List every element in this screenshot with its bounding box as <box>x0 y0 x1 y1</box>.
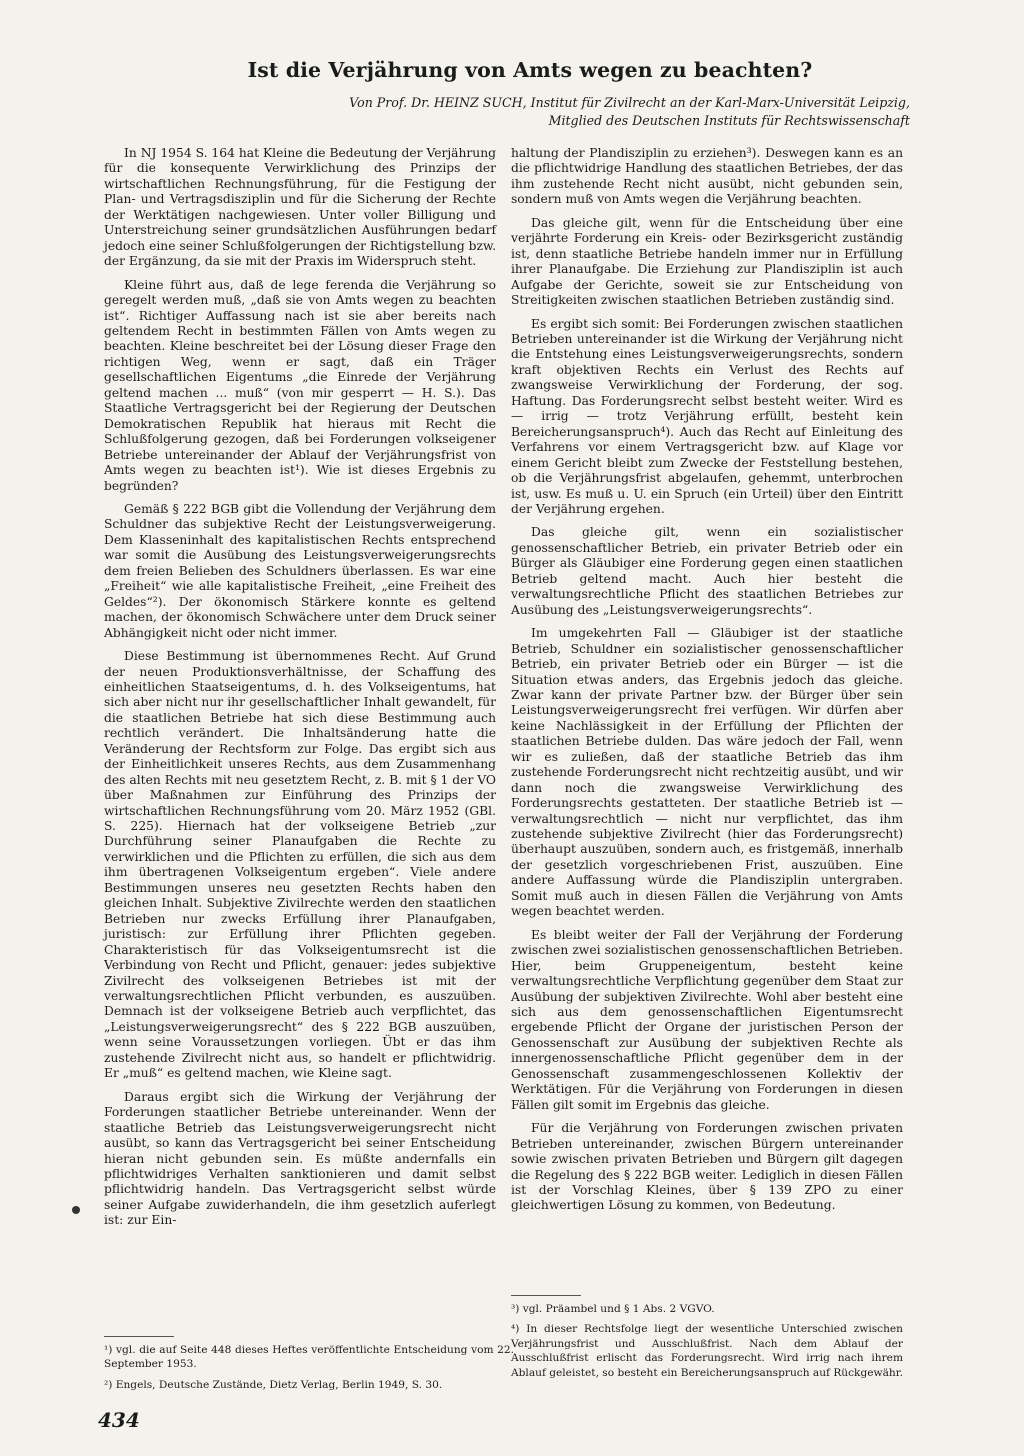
footnote: ⁴) In dieser Rechtsfolge liegt der wesentliche Unterschied zwischen Verjährungsfrist und Ausschlußfrist. Nach dem Ablauf der Ausschlußfrist erlischt das Forderungsrecht. Wird irrig nach ihrem Ablauf geleistet, so besteht ein Bereicherungsanspruch auf Rückgewähr. <box>511 1323 903 1379</box>
paragraph: Das gleiche gilt, wenn für die Entscheidung über eine verjährte Forderung ein Kreis- oder Bezirksgericht zuständig ist, denn staatliche Betriebe handeln immer nur in Erfüllung ihrer Planaufgabe. Die Erziehung zur Plandisziplin ist auch Aufgabe der Gerichte, soweit sie zur Entscheidung von Streitigkeiten zwischen staatlichen Betrieben zuständig sind. <box>511 215 903 308</box>
right-column <box>511 146 903 1222</box>
footnote-divider <box>104 1336 174 1337</box>
paragraph: Für die Verjährung von Forderungen zwischen privaten Betrieben untereinander, zwischen Bürgern untereinander sowie zwischen privaten Betrieben und Bürgern gilt dagegen die Regelung des § 222 BGB weiter. Lediglich in diesen Fällen ist der Vorschlag Kleines, über § 139 ZPO zu einer gleichwertigen Lösung zu kommen, von Bedeutung. <box>511 1121 903 1213</box>
footnote-divider <box>511 1295 581 1296</box>
article-title: Ist die Verjährung von Amts wegen zu beachten? <box>247 58 813 82</box>
byline-line-2: Mitglied des Deutschen Instituts für Rechtswissenschaft <box>548 113 910 128</box>
article-byline <box>150 94 910 130</box>
margin-bullet-icon <box>72 1206 80 1214</box>
left-column <box>104 146 496 1237</box>
paragraph: In NJ 1954 S. 164 hat Kleine die Bedeutung der Verjährung für die konsequente Verwirklichung des Prinzips der wirtschaftlichen Rechnungsführung, für die Festigung der Plan- und Vertragsdisziplin und für die Sicherung der Rechte der Werktätigen nachgewiesen. Unter voller Billigung und Unterstreichung seiner grundsätzlichen Ausführungen bedarf jedoch eine seiner Schlußfolgerungen der Richtigstellung bzw. der Ergänzung, da sie mit der Praxis im Widerspruch steht. <box>104 146 496 269</box>
paragraph: haltung der Plandisziplin zu erziehen³). Deswegen kann es an die pflichtwidrige Handlung des staatlichen Betriebes, der das ihm zustehende Recht nicht ausübt, nicht gebunden sein, sondern muß von Amts wegen die Verjährung beachten. <box>511 146 903 207</box>
paragraph: Im umgekehrten Fall — Gläubiger ist der staatliche Betrieb, Schuldner ein sozialistischer genossenschaftlicher Betrieb, ein privater Betrieb oder ein Bürger — ist die Situation etwas anders, das Ergebnis jedoch das gleiche. Zwar kann der private Partner bzw. der Bürger über sein Leistungsverweigerungsrecht frei verfügen. Wir dürfen aber keine Nachlässigkeit in der Erfüllung der Pflichten der staatlichen Betriebe dulden. Das wäre jedoch der Fall, wenn wir es zuließen, daß der staatliche Betrieb das ihm zustehende Forderungsrecht nicht rechtzeitig ausübt, und wir dann noch die zwangsweise Verwirklichung des Forderungsrechts gestatteten. Der staatliche Betrieb ist — verwaltungsrechtlich — nicht nur verpflichtet, das ihm zustehende subjektive Zivilrecht (hier das Forderungsrecht) überhaupt auszuüben, sondern auch, es fristgemäß, innerhalb der gesetzlich vorgeschriebenen Frist, auszuüben. Eine andere Auffassung würde die Plandisziplin untergraben. Somit muß auch in diesen Fällen die Verjährung von Amts wegen beachtet werden. <box>511 626 903 919</box>
paragraph: Gemäß § 222 BGB gibt die Vollendung der Verjährung dem Schuldner das subjektive Recht der Leistungsverweigerung. Dem Klasseninhalt des kapitalistischen Rechts entsprechend war somit die Ausübung des Leistungsverweigerungsrechts dem freien Belieben des Schuldners überlassen. Es war eine „Freiheit“ wie alle kapitalistische Freiheit, „eine Freiheit des Geldes“²). Der ökonomisch Stärkere konnte es geltend machen, der ökonomisch Schwächere unter dem Druck seiner Abhängigkeit nicht oder nicht immer. <box>104 501 496 640</box>
footnote: ¹) vgl. die auf Seite 448 dieses Heftes veröffentlichte Entscheidung vom 22. September 1953. <box>104 1344 514 1371</box>
paragraph: Kleine führt aus, daß de lege ferenda die Verjährung so geregelt werden muß, „daß sie von Amts wegen zu beachten ist“. Richtiger Auffassung nach ist sie aber bereits nach geltendem Recht in bestimmten Fällen von Amts wegen zu beachten. Kleine beschreitet bei der Lösung dieser Frage den richtigen Weg, wenn er sagt, daß ein Träger gesellschaftlichen Eigentums „die Einrede der Verjährung geltend machen ... muß“ (von mir gesperrt — H. S.). Das Staatliche Vertragsgericht bei der Regierung der Deutschen Demokratischen Republik hat hieraus mit Recht die Schlußfolgerung gezogen, daß bei Forderungen volkseigener Betriebe untereinander der Ablauf der Verjährungsfrist von Amts wegen zu beachten ist¹). Wie ist dieses Ergebnis zu begründen? <box>104 277 496 493</box>
byline-line-1: Von Prof. Dr. HEINZ SUCH, Institut für Zivilrecht an der Karl-Marx-Universität Leipzig, <box>349 95 910 110</box>
page-number: 434 <box>98 1408 140 1432</box>
paragraph: Das gleiche gilt, wenn ein sozialistischer genossenschaftlicher Betrieb, ein privater Betrieb oder ein Bürger als Gläubiger eine Forderung gegen einen staatlichen Betrieb geltend macht. Auch hier besteht die verwaltungsrechtliche Pflicht des staatlichen Betriebes zur Ausübung des „Leistungsverweigerungsrechts“. <box>511 525 903 617</box>
paragraph: Diese Bestimmung ist übernommenes Recht. Auf Grund der neuen Produktionsverhältnisse, der Schaffung des einheitlichen Staatseigentums, d. h. des Volkseigentums, hat sich aber nicht nur ihr gesellschaftlicher Inhalt gewandelt, für die staatlichen Betriebe hat sich diese Bestimmung auch rechtlich verändert. Die Inhaltsänderung hatte die Veränderung der Rechtsform zur Folge. Das ergibt sich aus der Einheitlichkeit unseres Rechts, aus dem Zusammenhang des alten Rechts mit neu gesetztem Recht, z. B. mit § 1 der VO über Maßnahmen zur Einführung des Prinzips der wirtschaftlichen Rechnungsführung vom 20. März 1952 (GBl. S. 225). Hiernach hat der volkseigene Betrieb „zur Durchführung seiner Planaufgaben die Rechte zu verwirklichen und die Pflichten zu erfüllen, die sich aus dem ihm übertragenen Volkseigentum ergeben“. Viele andere Bestimmungen unseres neu gesetzten Rechts haben den gleichen Inhalt. Subjektive Zivilrechte werden den staatlichen Betrieben nur zwecks Erfüllung ihrer Planaufgaben, juristisch: zur Erfüllung ihrer Pflichten gegeben. Charakteristisch für das Volkseigentumsrecht ist die Verbindung von Recht und Pflicht, genauer: jedes subjektive Zivilrecht des volkseigenen Betriebes ist mit der verwaltungsrechtlichen Pflicht verbunden, es auszuüben. Demnach ist der volkseigene Betrieb auch verpflichtet, das „Leistungsverweigerungsrecht“ des § 222 BGB auszuüben, wenn seine Voraussetzungen vorliegen. Übt er das ihm zustehende Zivilrecht nicht aus, so handelt er pflichtwidrig. Er „muß“ es geltend machen, wie Kleine sagt. <box>104 649 496 1081</box>
paragraph: Es ergibt sich somit: Bei Forderungen zwischen staatlichen Betrieben untereinander ist die Wirkung der Verjährung nicht die Entstehung eines Leistungsverweigerungsrechts, sondern kraft objektiven Rechts ein Verlust des Rechts auf zwangsweise Verwirklichung der Forderung, der sog. Haftung. Das Forderungsrecht selbst besteht weiter. Wird es — irrig — trotz Verjährung erfüllt, besteht kein Bereicherungsanspruch⁴). Auch das Recht auf Einleitung des Verfahrens vor einem Vertragsgericht bzw. auf Klage vor einem Gericht bleibt zum Zwecke der Feststellung bestehen, ob die Verjährungsfrist abgelaufen, gehemmt, unterbrochen ist, usw. Es muß u. U. ein Spruch (ein Urteil) über den Eintritt der Verjährung ergehen. <box>511 316 903 516</box>
footnote: ³) vgl. Präambel und § 1 Abs. 2 VGVO. <box>511 1303 715 1315</box>
footnote: ²) Engels, Deutsche Zustände, Dietz Verlag, Berlin 1949, S. 30. <box>104 1378 443 1391</box>
paragraph: Daraus ergibt sich die Wirkung der Verjährung der Forderungen staatlicher Betriebe untereinander. Wenn der staatliche Betrieb das Leistungsverweigerungsrecht nicht ausübt, so kann das Vertragsgericht bei seiner Entscheidung hieran nicht gebunden sein. Es müßte andernfalls ein pflichtwidriges Verhalten sanktionieren und damit selbst pflichtwidrig handeln. Das Vertragsgericht selbst würde seiner Aufgabe zuwiderhandeln, die ihm gesetzlich auferlegt ist: zur Ein- <box>104 1089 496 1228</box>
footnotes-right <box>511 1289 903 1386</box>
footnotes-left <box>104 1330 514 1398</box>
paragraph: Es bleibt weiter der Fall der Verjährung der Forderung zwischen zwei sozialistischen genossenschaftlichen Betrieben. Hier, beim Gruppeneigentum, besteht keine verwaltungsrechtliche Verpflichtung gegenüber dem Staat zur Ausübung der subjektiven Zivilrechte. Wohl aber besteht eine sich aus dem genossenschaftlichen Eigentumsrecht ergebende Pflicht der Organe der juristischen Person der Genossenschaft zur Ausübung der subjektiven Rechte als innergenossenschaftliche Pflicht gegenüber dem in der Genossenschaft zusammengeschlossenen Kollektiv der Werktätigen. Für die Verjährung von Forderungen in diesen Fällen gilt somit im Ergebnis das gleiche. <box>511 927 903 1112</box>
